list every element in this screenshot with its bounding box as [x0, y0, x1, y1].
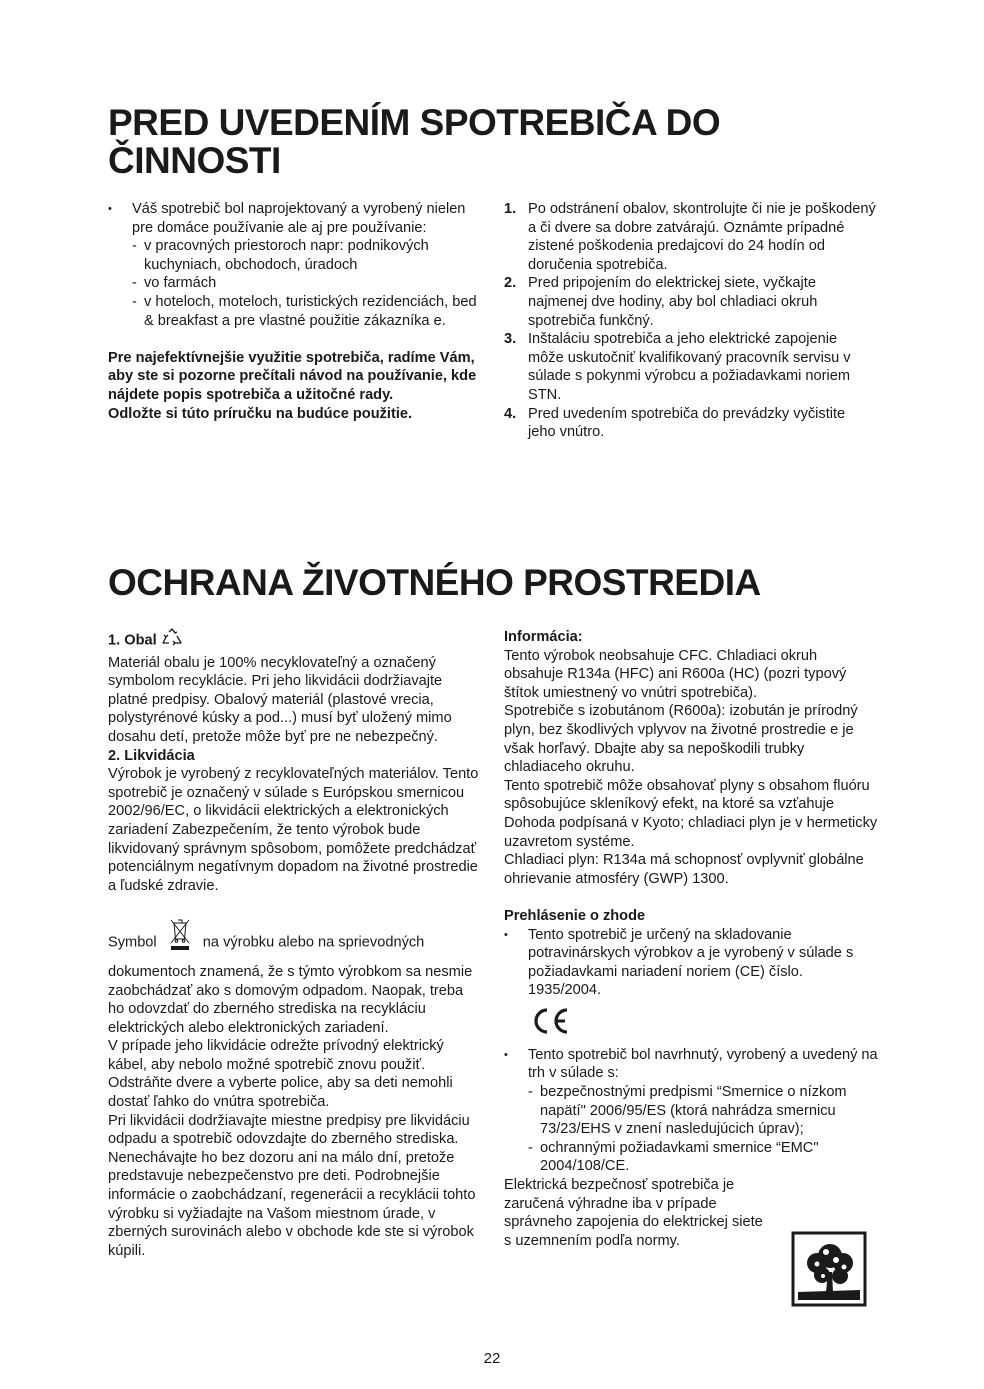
usage-subitem: - vo farmách: [132, 274, 480, 293]
section1-title-line2: ČINNOSTI: [108, 140, 281, 181]
step-text: Inštaláciu spotrebiča a jeho elektrické zapojenie môže uskutočniť kvalifikovaný pracovník servisu v súlade s pokynmi výrobcu a požiadavkami noriem STN.: [528, 331, 851, 403]
usage-list: [108, 200, 480, 330]
step-number: 4.: [504, 405, 517, 422]
bold-note: Pre najefektívnejšie využitie spotrebiča, radíme Vám, aby ste si pozorne prečítali návod na používanie, kde nájdete popis spotrebiča a užitočné rady.: [108, 349, 477, 403]
declaration-heading: Prehlásenie o zhode: [504, 907, 646, 924]
section1-title-line1: PRED UVEDENÍM SPOTREBIČA DO: [108, 102, 721, 143]
step-item: [504, 274, 876, 330]
info-paragraph: Tento spotrebič môže obsahovať plyny s obsahom fluóru spôsobujúce skleníkový efekt, na ktoré sa vzťahuje Dohoda podpísaná v Kyoto; chladiaci plyn je v hermeticky uzavretom systéme.: [504, 777, 878, 850]
step-text: Pred pripojením do elektrickej siete, vyčkajte najmenej dve hodiny, aby bol chladiaci okruh spotrebiča funkčný.: [528, 275, 818, 329]
usage-sublist: [132, 237, 480, 330]
ce-mark-row: [504, 993, 878, 1046]
declaration-item-text: Tento spotrebič je určený na skladovanie potravinárskych výrobkov a je vyrobený v súlade s požiadavkami nariadení noriem (CE) číslo. 1935/2004.: [528, 926, 854, 999]
startup-steps: [504, 200, 876, 442]
ce-mark-icon: [528, 993, 572, 1036]
declaration-item-text: • Tento spotrebič bol navrhnutý, vyrobený a uvedený na trh v súlade s:: [528, 1046, 878, 1082]
likvidacia-para3: Pri likvidácii dodržiavajte miestne predpisy pre likvidáciu odpadu a spotrebič odovzdajte do zberného strediska. Nenechávajte ho bez dozoru ani na málo dní, pretože predstavuje nebezpečenstvo pre deti. Podrobnejšie informácie o zaobchádzaní, regenerácii a recyklácii tohto výrobku si vyžiadajte na Vašom miestnom úrade, v zberných surovinách alebo v obchode kde ste si výrobok kúpili.: [108, 1112, 476, 1259]
step-item: [504, 200, 876, 274]
step-text: Po odstránení obalov, skontrolujte či nie je poškodený a či dvere sa dobre zatvárajú. Oznámte prípadné zistené poškodenia predajcovi do 24 hodín od doručenia spotrebiča.: [528, 201, 876, 273]
section1-right-column: [504, 200, 876, 442]
section2-right-column: [504, 628, 878, 1250]
symbol-rest: na výrobku alebo na sprievodných dokumentoch znamená, že s týmto výrobkom sa nesmie zaobchádzať ako s domovým odpadom. Naopak, treba ho odovzdať do zberného strediska na recykláciu elektrických alebo elektronických zariadení.: [108, 934, 473, 1036]
likvidacia-para2: V prípade jeho likvidácie odrežte prívodný elektrický kábel, aby nebolo možné spotrebič znovu použiť. Odstráňte dvere a vyberte police, aby sa deti nemohli dostať ľahko do vnútra spotrebiča.: [108, 1038, 453, 1111]
section1-title: [108, 104, 868, 180]
section2-left-column: [108, 628, 482, 1260]
step-number: 2.: [504, 275, 517, 292]
declaration-item: [504, 926, 878, 1000]
electric-safety-text: Elektrická bezpečnosť spotrebiča je zaručená výhradne iba v prípade správneho zapojenia do elektrickej siete s uzemnením podľa normy.: [504, 1177, 763, 1249]
tree-eco-icon: [790, 1230, 868, 1308]
section2-title-wrap: [108, 564, 888, 602]
declaration-list: [504, 926, 878, 1000]
section1-left-column: [108, 200, 480, 423]
likvidacia-text: Výrobok je vyrobený z recyklovateľných materiálov. Tento spotrebič je označený v súlade s Európskou smernicou 2002/96/EC, o likvidácii elektrických a elektronických zariadení Zabezpečením, že tento výrobok bude likvidovaný správnym spôsobom, pomôžete predchádzať potenciálnym negatívnym dopadom na životné prostredie a ľudské zdravie.: [108, 766, 479, 894]
declaration-item: [504, 1046, 878, 1176]
usage-subitem: - v hoteloch, moteloch, turistických rezidenciách, bed & breakfast a pre vlastné použitie zákazníka e.: [132, 293, 480, 330]
obal-heading: 1. Obal: [108, 632, 157, 649]
bold-note-keep-manual: Odložte si túto príručku na budúce použitie.: [108, 405, 413, 422]
section2-title: OCHRANA ŽIVOTNÉHO PROSTREDIA: [108, 562, 761, 603]
weee-bin-icon: [169, 917, 191, 957]
usage-intro: • Váš spotrebič bol naprojektovaný a vyrobený nielen pre domáce používanie ale aj pre používanie:: [132, 201, 466, 236]
step-number: 3.: [504, 331, 517, 348]
recycle-icon: [161, 628, 183, 654]
symbol-word: Symbol: [108, 934, 157, 951]
likvidacia-heading: 2. Likvidácia: [108, 747, 195, 764]
ce-mark-text: CE: [528, 993, 549, 1010]
step-item: [504, 330, 876, 404]
info-paragraph: Tento výrobok neobsahuje CFC. Chladiaci okruh obsahuje R134a (HFC) ani R600a (HC) (pozri typový štítok umiestnený vo vnútri spotrebiča).: [504, 647, 847, 701]
step-text: Pred uvedením spotrebiča do prevádzky vyčistite jeho vnútro.: [528, 405, 846, 441]
usage-subitem: - v pracovných priestoroch napr: podnikových kuchyniach, obchodoch, úradoch: [132, 237, 480, 274]
declaration-sublist: [528, 1083, 878, 1176]
info-paragraph: Spotrebiče s izobutánom (R600a): izobután je prírodný plyn, bez škodlivých vplyvov na životné prostredie e je však horľavý. Dbajte aby sa nepoškodili trubky chladiaceho okruhu.: [504, 703, 858, 776]
obal-text: Materiál obalu je 100% necyklovateľný a označený symbolom recyklácie. Pri jeho likvidácii dodržiavajte platné predpisy. Obalový materiál (plastové vrecia, polystyrénové kúsky a pod...) musí byť uložený mimo dosahu detí, pretože môže byť pre ne nebezpečný.: [108, 654, 452, 745]
declaration-subitem: - bezpečnostnými predpismi “Smernice o nízkom napätí" 2006/95/ES (ktorá nahrádza smernicu 73/23/EHS v znení nasledujúcich úprav);: [528, 1083, 878, 1139]
declaration-list: [504, 1046, 878, 1176]
info-heading: Informácia:: [504, 629, 583, 645]
page-number: 22: [483, 1350, 501, 1367]
symbol-paragraph: [108, 923, 482, 1037]
declaration-subitem: - ochrannými požiadavkami smernice “EMC" 2004/108/CE.: [528, 1139, 878, 1176]
step-number: 1.: [504, 201, 517, 217]
info-paragraph: Chladiaci plyn: R134a má schopnosť ovplyvniť globálne ohrievanie atmosféry (GWP) 1300.: [504, 852, 864, 887]
step-item: [504, 405, 876, 442]
usage-list-item: [108, 200, 480, 330]
